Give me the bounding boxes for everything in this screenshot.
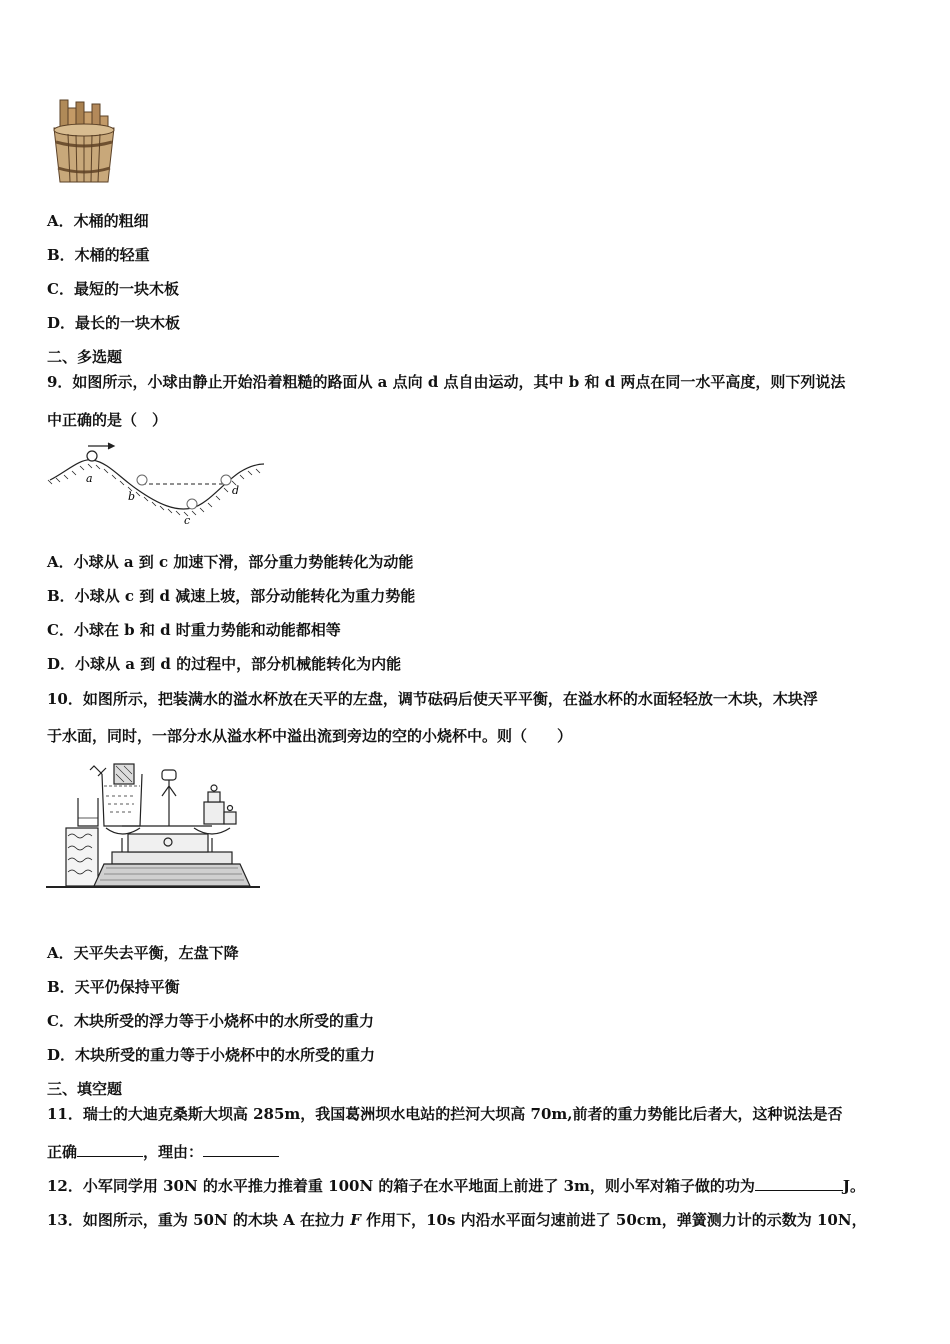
q9-stem-line1: 9．如图所示，小球由静止开始沿着粗糙的路面从 a 点向 d 点自由运动，其中 b 和 d 两点在同一水平高度，则下列说法 bbox=[47, 373, 846, 391]
q9-label-d: d bbox=[232, 484, 240, 497]
q11-stem-line1: 11．瑞士的大迪克桑斯大坝高 285m，我国葛洲坝水电站的拦河大坝高 70m,前者的重力势能比后者大，这种说法是否 bbox=[47, 1105, 843, 1123]
q9-label-b: b bbox=[128, 490, 136, 503]
q11-stem-line2 bbox=[47, 1142, 279, 1162]
q8-option-b: B．木桶的轻重 bbox=[47, 246, 150, 264]
q9-wavy-road-figure bbox=[46, 438, 268, 530]
section-title-fill-in: 三、填空题 bbox=[47, 1080, 123, 1098]
q13-text-part2: 作用下，10s 内沿水平面匀速前进了 50cm，弹簧测力计的示数为 10N， bbox=[366, 1211, 867, 1229]
q12-text: 12．小军同学用 30N 的水平推力推着重 100N 的箱子在水平地面上前进了 3m，则小军对箱子做的功为 bbox=[47, 1177, 755, 1195]
q10-stem-line1: 10．如图所示，把装满水的溢水杯放在天平的左盘，调节砝码后使天平平衡，在溢水杯的水面轻轻放一木块，木块浮 bbox=[47, 690, 818, 708]
q12-stem bbox=[47, 1176, 865, 1196]
q9-option-d: D．小球从 a 到 d 的过程中，部分机械能转化为内能 bbox=[47, 655, 402, 673]
section-title-multiple-choice: 二、多选题 bbox=[47, 348, 123, 366]
q12-blank[interactable] bbox=[755, 1176, 843, 1191]
q12-unit: J。 bbox=[842, 1177, 866, 1195]
wooden-bucket-figure bbox=[48, 98, 120, 188]
q11-text-correct: 正确 bbox=[47, 1143, 78, 1161]
q8-option-d: D．最长的一块木板 bbox=[47, 314, 181, 332]
q13-force-symbol: F bbox=[350, 1211, 361, 1229]
q9-option-a: A．小球从 a 到 c 加速下滑，部分重力势能转化为动能 bbox=[47, 553, 414, 571]
q9-label-a: a bbox=[86, 472, 93, 485]
q9-label-c: c bbox=[184, 514, 191, 527]
q10-option-c: C．木块所受的浮力等于小烧杯中的水所受的重力 bbox=[47, 1012, 374, 1030]
q9-stem-line2: 中正确的是（ ） bbox=[47, 411, 168, 429]
q8-option-a: A．木桶的粗细 bbox=[47, 212, 149, 230]
q8-option-c: C．最短的一块木板 bbox=[47, 280, 179, 298]
q9-option-b: B．小球从 c 到 d 减速上坡，部分动能转化为重力势能 bbox=[47, 587, 416, 605]
q11-blank-1[interactable] bbox=[77, 1142, 143, 1157]
q10-option-d: D．木块所受的重力等于小烧杯中的水所受的重力 bbox=[47, 1046, 376, 1064]
q10-option-a: A．天平失去平衡，左盘下降 bbox=[47, 944, 239, 962]
q9-option-c: C．小球在 b 和 d 时重力势能和动能都相等 bbox=[47, 621, 341, 639]
q10-option-b: B．天平仍保持平衡 bbox=[47, 978, 180, 996]
q10-stem-line2: 于水面，同时，一部分水从溢水杯中溢出流到旁边的空的小烧杯中。则（ ） bbox=[47, 727, 573, 745]
q10-balance-figure bbox=[44, 756, 264, 896]
q13-text-part1: 13．如图所示，重为 50N 的木块 A 在拉力 bbox=[47, 1211, 345, 1229]
q11-text-reason: ，理由： bbox=[143, 1143, 204, 1161]
q13-stem-line1 bbox=[47, 1210, 867, 1230]
q11-blank-2[interactable] bbox=[203, 1142, 279, 1157]
